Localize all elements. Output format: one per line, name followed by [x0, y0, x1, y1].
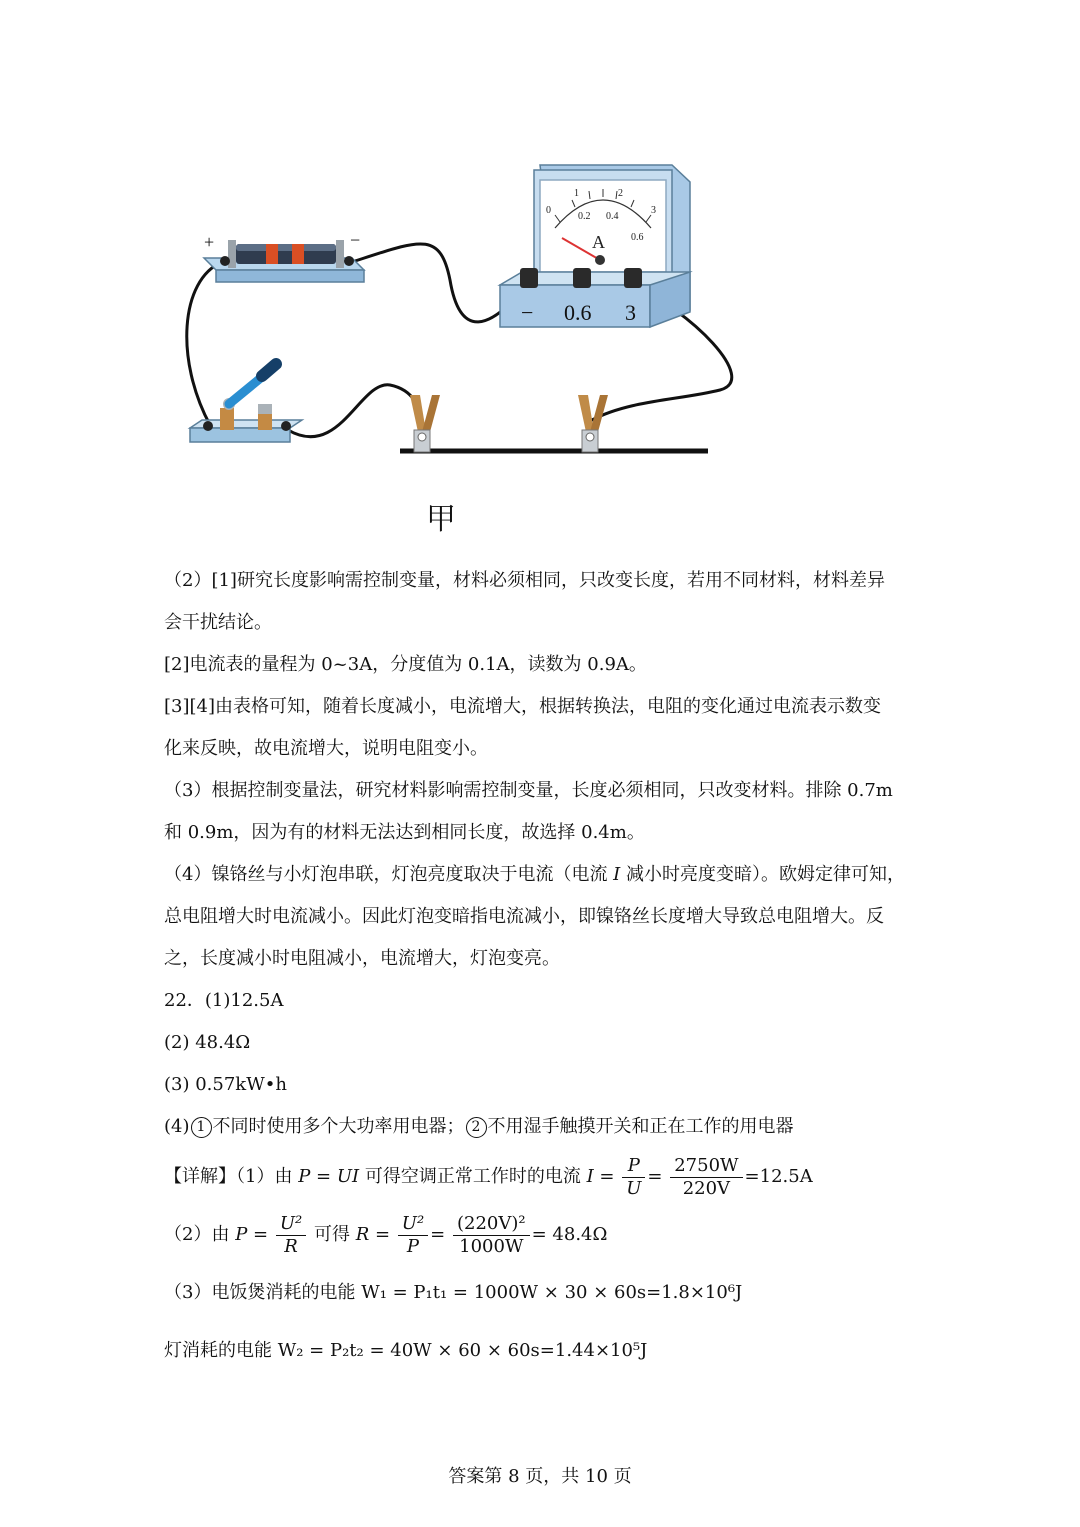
para-4-line-3: 之，长度减小时电阻减小，电流增大，灯泡变亮。: [164, 948, 560, 969]
scale-top-0: 0: [546, 205, 551, 216]
page-footer: 答案第 8 页，共 10 页: [448, 1466, 632, 1487]
scale-bottom-2: 0.4: [606, 211, 619, 222]
para-4-line-1: （4）镍铬丝与小灯泡串联，灯泡亮度取决于电流（电流 I 减小时亮度变暗）。欧姆定律可知，: [164, 864, 906, 885]
scale-bottom-1: 0.2: [578, 211, 591, 222]
detail-2: （2）由 P = $\frac{\text{U²}}{R}$ 可得 R = $\frac{\text{U²}}{P}$ = $\frac{\text{(220V)²}}{1000W}$ = 48.4Ω: [164, 1212, 608, 1257]
fraction: $\frac{\text{U²}}{P}$: [398, 1213, 428, 1258]
figure-caption: 甲: [426, 502, 456, 537]
terminal-minus-label: −: [521, 300, 534, 325]
terminal-06-label: 0.6: [564, 300, 592, 325]
para-2-line-3: [2]电流表的量程为 0~3A，分度值为 0.1A，读数为 0.9A。: [164, 654, 647, 675]
circled-number: 2: [466, 1117, 487, 1138]
battery-minus-label: −: [350, 230, 361, 250]
clip-right: [578, 395, 608, 452]
detail-1: 【详解】（1）由 P = UI 可得空调正常工作时的电流 I = $\frac{P}{U}$ = $\frac{2750W}{220V}$ =12.5A: [164, 1154, 813, 1199]
answer-content: [164, 560, 924, 1380]
wire-battery-to-switch: [187, 262, 222, 425]
answer-22-4: (4) 1 不同时使用多个大功率用电器； 2 不用湿手触摸开关和正在工作的用电器: [164, 1116, 794, 1137]
fraction: $\frac{P}{U}$: [622, 1155, 645, 1200]
fraction: $\frac{2750W}{220V}$: [670, 1155, 742, 1200]
answer-22-3: (3) 0.57kW•h: [164, 1074, 287, 1095]
ammeter-symbol: A: [592, 232, 605, 252]
para-4-line-2: 总电阻增大时电流减小。因此灯泡变暗指电流减小，即镍铬丝长度增大导致总电阻增大。反: [164, 906, 884, 927]
answer-22-1: 22．(1)12.5A: [164, 990, 284, 1011]
current-variable: I: [613, 864, 621, 885]
terminal-3-label: 3: [625, 300, 636, 325]
wire-switch-to-clip: [288, 385, 422, 437]
knife-switch: [190, 364, 302, 442]
battery-plus-label: +: [204, 232, 215, 252]
para-3-line-2: 和 0.9m，因为有的材料无法达到相同长度，故选择 0.4m。: [164, 822, 645, 843]
clip-left: [410, 395, 440, 452]
para-3-line-1: （3）根据控制变量法，研究材料影响需控制变量，长度必须相同，只改变材料。排除 0.7m: [164, 780, 893, 801]
battery-holder: [204, 230, 364, 282]
ammeter: [500, 165, 690, 327]
fraction: $\frac{\text{(220V)²}}{1000W}$: [453, 1213, 530, 1258]
circled-number: 1: [191, 1117, 212, 1138]
circuit-figure: [0, 0, 1080, 540]
scale-top-2: 2: [618, 188, 623, 199]
scale-top-1: 1: [574, 188, 579, 199]
scale-bottom-3: 0.6: [631, 232, 644, 243]
fraction: $\frac{\text{U²}}{R}$: [276, 1213, 306, 1258]
scale-top-3: 3: [651, 205, 656, 216]
para-2-line-4: [3][4]由表格可知，随着长度减小，电流增大，根据转换法，电阻的变化通过电流表示数变: [164, 696, 881, 717]
para-2-line-5: 化来反映，故电流增大，说明电阻变小。: [164, 738, 488, 759]
detail-4: 灯消耗的电能 W₂ = P₂t₂ = 40W × 60 × 60s=1.44×10⁵J: [164, 1340, 648, 1361]
para-2-line-1: （2）[1]研究长度影响需控制变量，材料必须相同，只改变长度，若用不同材料，材料差异: [164, 570, 885, 591]
answer-22-2: (2) 48.4Ω: [164, 1032, 251, 1053]
para-2-line-2: 会干扰结论。: [164, 612, 272, 633]
detail-3: （3）电饭煲消耗的电能 W₁ = P₁t₁ = 1000W × 30 × 60s=1.8×10⁶J: [164, 1282, 743, 1303]
